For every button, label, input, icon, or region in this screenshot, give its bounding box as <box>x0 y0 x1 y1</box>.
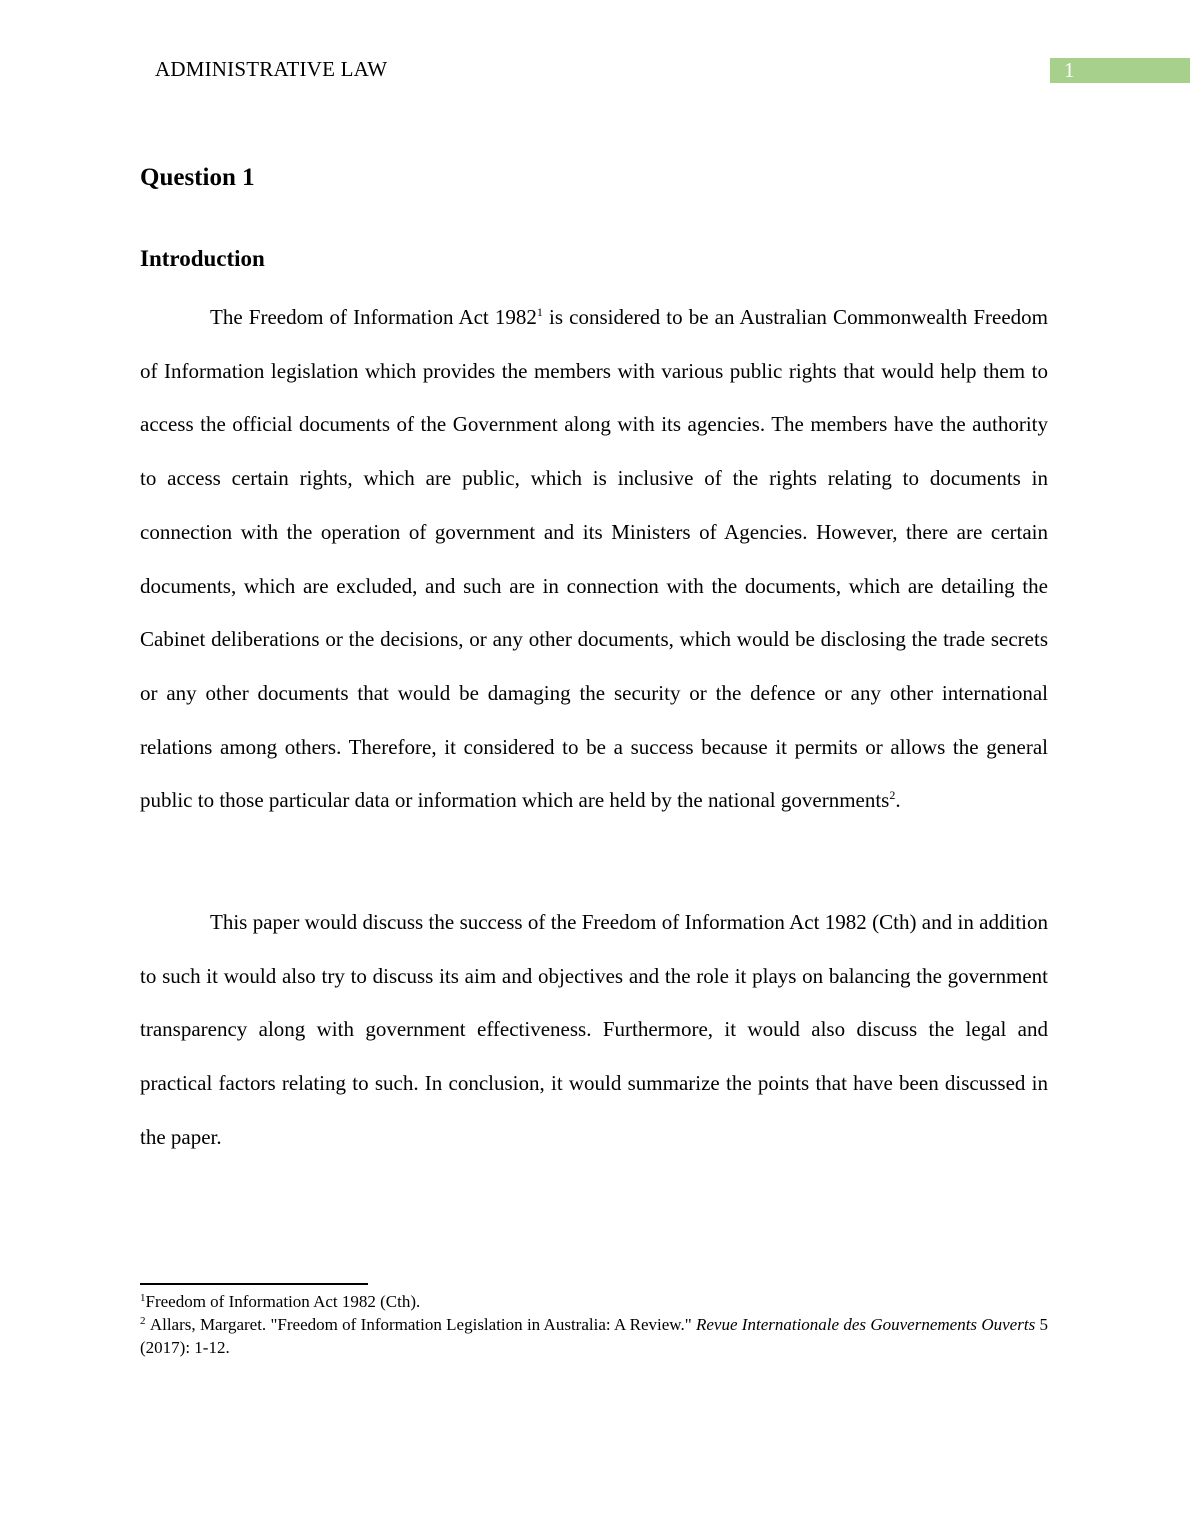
page-number: 1 <box>1050 58 1190 83</box>
paragraph-end: . <box>895 788 901 813</box>
footnotes <box>140 1290 1048 1359</box>
footnote-1 <box>140 1290 1048 1313</box>
footnote-number: 1 <box>140 1292 146 1304</box>
footnote-text: Freedom of Information Act 1982 (Cth). <box>145 1292 421 1311</box>
intro-paragraph-1 <box>140 291 1048 828</box>
paragraph-text: is considered to be an Australian Commonwealth Freedom of Information legislation which provides the members with various public rights that would help them to access the official documents of the Government along with its agencies. The members have the authority to access certain rights, which are public, which is inclusive of the rights relating to documents in connection with the operation of government and its Ministers of Agencies. However, there are certain documents, which are excluded, and such are in connection with the documents, which are detailing the Cabinet deliberations or the decisions, or any other documents, which would be disclosing the trade secrets or any other documents that would be damaging the security or the defence or any other international relations among others. Therefore, it considered to be a success because it permits or allows the general public to those particular data or information which are held by the national governments <box>140 305 1048 813</box>
paragraph-text: The Freedom of Information Act 1982 <box>210 305 537 329</box>
footnote-ref-1[interactable]: 1 <box>536 305 543 319</box>
question-heading: Question 1 <box>140 164 255 191</box>
footnote-separator <box>140 1283 368 1285</box>
footnote-number: 2 <box>140 1315 146 1327</box>
section-heading: Introduction <box>140 246 265 271</box>
footnote-journal: Revue Internationale des Gouvernements Ouverts <box>695 1315 1036 1334</box>
footnote-ref-2[interactable]: 2 <box>889 788 896 803</box>
intro-paragraph-2: This paper would discuss the success of the Freedom of Information Act 1982 (Cth) and in addition to such it would also try to discuss its aim and objectives and the role it plays on balancing the government transparency along with government effectiveness. Furthermore, it would also discuss the legal and practical factors relating to such. In conclusion, it would summarize the points that have been discussed in the paper. <box>140 910 1048 1149</box>
running-header: ADMINISTRATIVE LAW <box>155 57 388 81</box>
footnote-2 <box>140 1313 1048 1359</box>
footnote-tail: 5 (2017): 1-12. <box>140 1315 1049 1357</box>
footnote-text: Allars, Margaret. "Freedom of Information Legislation in Australia: A Review." <box>149 1315 696 1334</box>
